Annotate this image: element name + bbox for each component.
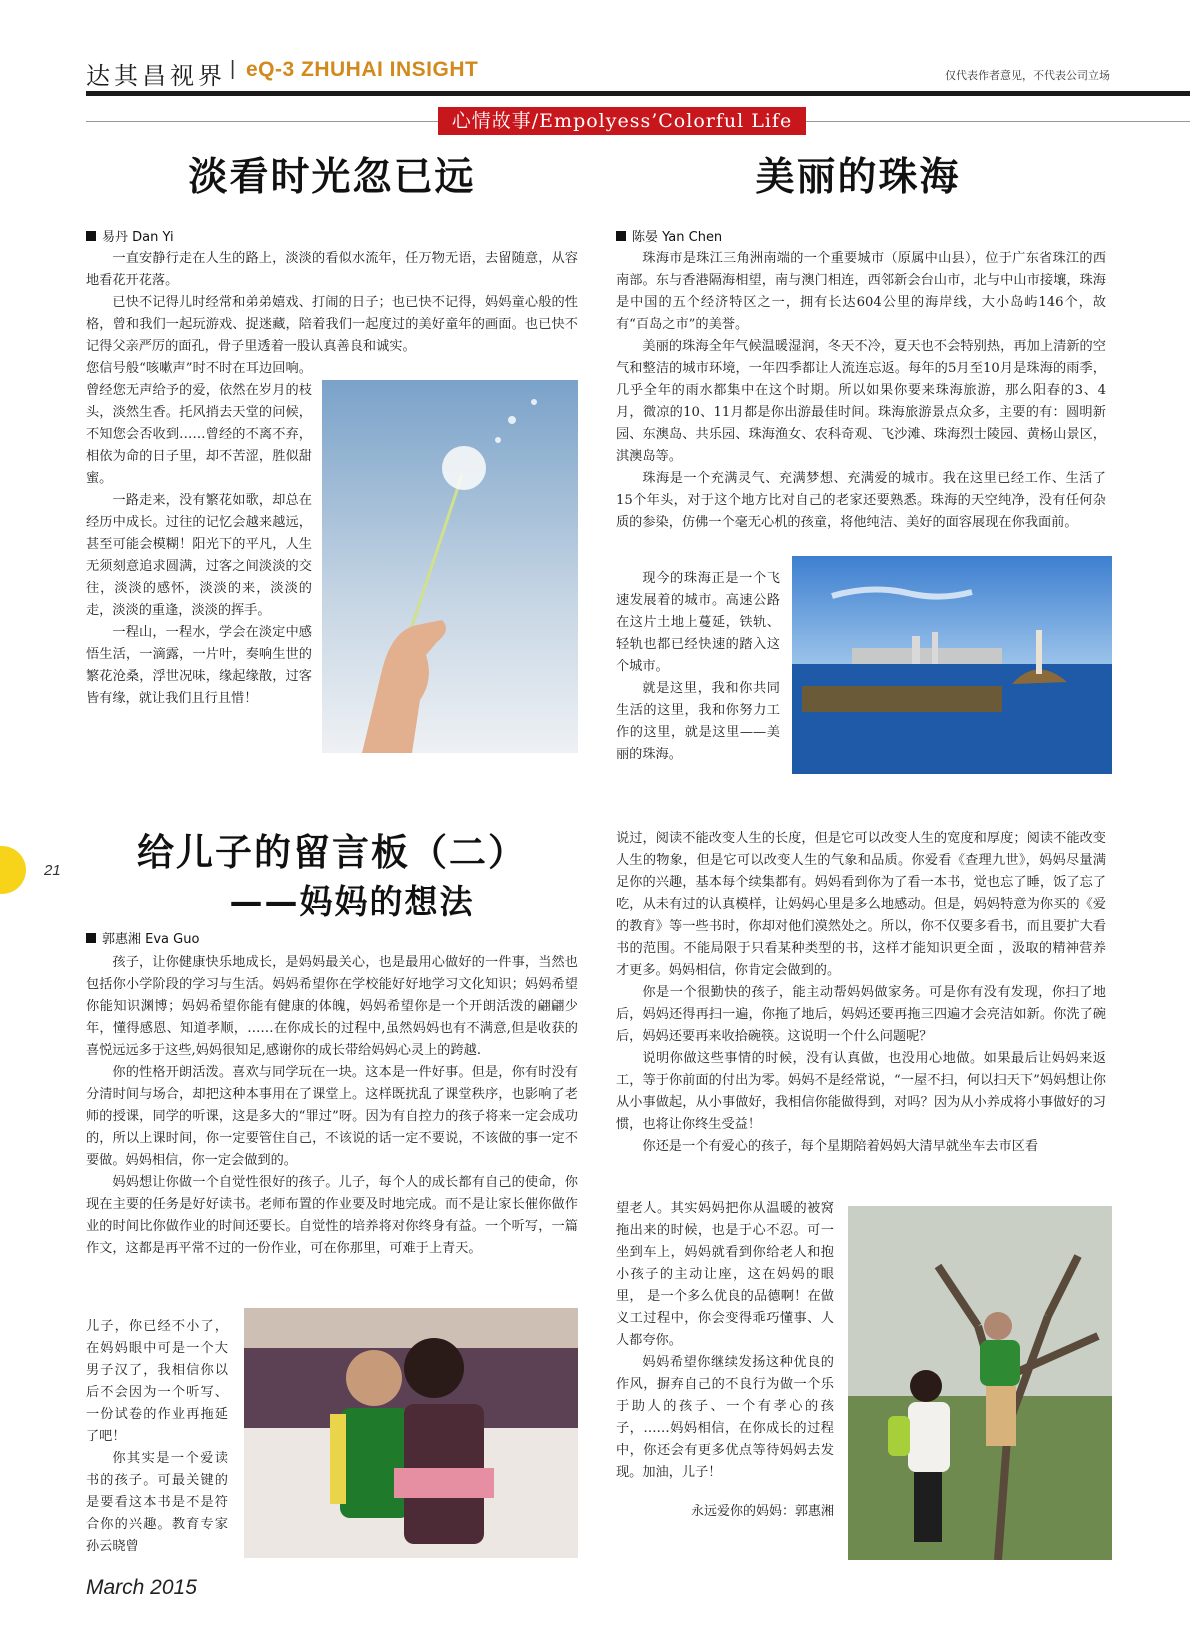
article2-paragraph: 珠海市是珠江三角洲南端的一个重要城市（原属中山县），位于广东省珠江的西南部。东与香港隔海相望，南与澳门相连，西邻新会台山市，北与中山市接壤，珠海是中国的五个经济特区之一，拥有长达604公里的海岸线，大小岛屿146个，故有“百岛之市”的美誉。 [616,251,1106,332]
article3-paragraph: 你的性格开朗活泼。喜欢与同学玩在一块。这本是一件好事。但是，你有时没有分清时间与场合，却把这种本事用在了课堂上。这样既扰乱了课堂秩序，也影响了老师的授课，同学的听课，这是多大的“罪过”呀。因为有自控力的孩子将来一定会成功的，所以上课时间，你一定要管住自己，不该说的话一定不要说，不该做的事一定不要做。妈妈相信，你一定会做到的。 [86,1065,578,1168]
section-banner: 心情故事/Empolyess’Colorful Life [438,107,806,135]
article3-right-column [616,828,1106,1158]
reading-photo [244,1308,578,1558]
article3-paragraph: 妈妈想让你做一个自觉性很好的孩子。儿子，每个人的成长都有自己的使命，你现在主要的任务是好好读书。老师布置的作业要及时地完成。而不是让家长催你做作业的时间比你做作业的时间还要长。自觉性的培养将对你终身有益。一个听写，一篇作文，这都是再平常不过的一份作业，可在你那里，可难于上青天。 [86,1175,578,1256]
byline-bullet-icon [86,933,96,943]
page-marker [0,846,26,894]
article1-author: 易丹 Dan Yi [102,230,174,245]
article3-title: 给儿子的留言板（二） [137,831,527,874]
article2-author: 陈晏 Yan Chen [632,230,723,245]
header-separator: | [230,58,236,80]
article1-paragraph: 已快不记得儿时经常和弟弟嬉戏、打闹的日子；也已快不记得，妈妈童心般的性格，曾和我们一起玩游戏、捉迷藏，陪着我们一起度过的美好童年的画面。也已快不记得父亲严厉的面孔，骨子里透着一股认真善良和诚实。 [86,295,578,354]
article3-paragraph: 孩子，让你健康快乐地成长，是妈妈最关心，也是最用心做好的一件事，当然也包括你小学阶段的学习与生活。妈妈希望你在学校能好好地学习文化知识；妈妈希望你能知识渊博；妈妈希望你能有健康的体魄，妈妈希望你是一个开朗活泼的翩翩少年，懂得感恩、知道孝顺，……在你成长的过程中,虽然妈妈也有不满意,但是收获的喜悦远远多于这些,妈妈很知足,感谢你的成长带给妈妈心灵上的跨越. [86,955,578,1058]
article3-right-side-column [616,1198,834,1519]
article1-paragraph: 一路走来，没有繁花如歌，却总在经历中成长。过往的记忆会越来越远，甚至可能会模糊！阳光下的平凡，人生无须刻意追求圆满，过客之间淡淡的交往，淡淡的感怀，淡淡的来，淡淡的走，淡淡的重逢，淡淡的挥手。 [86,493,312,618]
article3-paragraph: 妈妈希望你继续发扬这种优良的作风，摒弃自己的不良行为做一个乐于助人的孩子、一个有孝心的孩子，……妈妈相信，在你成长的过程中，你还会有更多优点等待妈妈去发现。加油，儿子！ [616,1355,834,1480]
article3-paragraph: 你还是一个有爱心的孩子，每个星期陪着妈妈大清早就坐车去市区看 [642,1139,1039,1154]
zhuhai-photo [792,556,1112,774]
page-number: 21 [44,862,61,879]
article2-intro [616,248,1106,534]
article3-author: 郭惠湘 Eva Guo [102,932,200,947]
article2-side-column [616,568,780,766]
article2-paragraph: 就是这里，我和你共同生活的这里，我和你努力工作的这里，就是这里——美丽的珠海。 [616,681,780,762]
article1-paragraph: 一程山，一程水，学会在淡定中感悟生活，一滴露，一片叶，奏响生世的繁花沧桑，浮世况味，缘起缘散，过客皆有缘，就让我们且行且惜！ [86,625,312,706]
article3-paragraph: 望老人。其实妈妈把你从温暖的被窝拖出来的时候，也是于心不忍。可一坐到车上，妈妈就看到你给老人和抱小孩子的主动让座，这在妈妈的眼里， 是一个多么优良的品德啊！在做义工过程中，你会变得乖巧懂事、人人都夸你。 [616,1201,834,1348]
dandelion-photo [322,380,578,753]
article3-paragraph: 说过，阅读不能改变人生的长度，但是它可以改变人生的宽度和厚度；阅读不能改变人生的物象，但是它可以改变人生的气象和品质。你爱看《查理九世》，妈妈尽量满足你的兴趣，基本每个续集都有。妈妈看到你为了看一本书，觉也忘了睡，饭了忘了吃，从未有过的认真模样，让妈妈心里是多么地感动。但是，妈妈特意为你买的《爱的教育》等一些书时，你却对他们漠然处之。所以，你不仅要多看书，而且要扩大看书的范围。不能局限于只看某种类型的书，这样才能知识更全面 ，汲取的精神营养才更多。妈妈相信，你肯定会做到的。 [616,831,1106,978]
article1-paragraph: 您信号般“咳嗽声”时不时在耳边回响。曾经您无声给予的爱，依然在岁月的枝头，淡然生香。托风捎去天堂的问候，不知您会否收到……曾经的不离不弃，相依为命的日子里，却不苦涩，胜似甜蜜。 [86,361,312,486]
tree-climbing-photo [848,1206,1112,1560]
article2-paragraph: 珠海是一个充满灵气、充满梦想、充满爱的城市。我在这里已经工作、生活了15个年头，对于这个地方比对自己的老家还要熟悉。珠海的天空纯净，没有任何杂质的参染，仿佛一个毫无心机的孩童，将他纯洁、美好的面容展现在你我面前。 [616,471,1106,530]
article2-title: 美丽的珠海 [755,155,961,200]
article3-paragraph: 你是一个很勤快的孩子，能主动帮妈妈做家务。可是你有没有发现，你扫了地后，妈妈还得再扫一遍，你拖了地后，妈妈还要再拖三四遍才会亮洁如新。你洗了碗后，妈妈还要再来收拾碗筷。这说明一个什么问题呢？ [616,985,1106,1044]
disclaimer: 仅代表作者意见，不代表公司立场 [945,69,1110,82]
article3-byline [86,928,199,947]
byline-bullet-icon [616,231,626,241]
article3-paragraph: 你其实是一个爱读书的孩子。可最关键的是要看这本书是不是符合你的兴趣。教育专家孙云晓曾 [86,1451,228,1554]
byline-bullet-icon [86,231,96,241]
article3-left-column [86,952,578,1260]
issue-date: March 2015 [86,1576,197,1599]
article1-title: 淡看时光忽已远 [188,155,476,200]
article3-paragraph: 说明你做这些事情的时候，没有认真做，也没用心地做。如果最后让妈妈来返工，等于你前面的付出为零。妈妈不是经常说，“一屋不扫，何以扫天下”妈妈想让你从小事做起，从小事做好，我相信你能做得到，对吗？因为从小养成将小事做好的习惯，也将让你终生受益！ [616,1051,1106,1132]
article1-byline [86,226,174,245]
magazine-name-cn: 达其昌视界 [86,62,226,90]
header-rule [86,91,1190,96]
article1-paragraph: 一直安静行走在人生的路上，淡淡的看似水流年，任万物无语，去留随意，从容地看花开花落。 [86,251,578,288]
article2-paragraph: 现今的珠海正是一个飞速发展着的城市。高速公路在这片土地上蔓延，铁轨、轻轨也都已经快速的踏入这个城市。 [616,571,780,674]
article1-intro [86,248,578,358]
article2-paragraph: 美丽的珠海全年气候温暖湿润，冬天不冷，夏天也不会特别热，再加上清新的空气和整洁的城市环境，一年四季都让人流连忘返。每年的5月至10月是珠海的雨季，几乎全年的雨水都集中在这个时期。所以如果你要来珠海旅游，那么阳春的3、4月，微凉的10、11月都是你出游最佳时间。珠海旅游景点众多，主要的有：圆明新园、东澳岛、共乐园、珠海渔女、农科奇观、飞沙滩、珠海烈士陵园、黄杨山景区，淇澳岛等。 [616,339,1106,464]
article3-subtitle: ——妈妈的想法 [229,882,475,921]
article3-signature: 永远爱你的妈妈：郭惠湘 [690,1504,834,1519]
article2-byline [616,226,722,245]
article3-left-side-column [86,1316,228,1558]
magazine-name-en: eQ-3 ZHUHAI INSIGHT [246,58,479,81]
article1-side-column [86,358,312,710]
article3-paragraph: 儿子，你已经不小了，在妈妈眼中可是一个大男子汉了，我相信你以后不会因为一个听写、一份试卷的作业再拖延了吧！ [86,1319,228,1444]
